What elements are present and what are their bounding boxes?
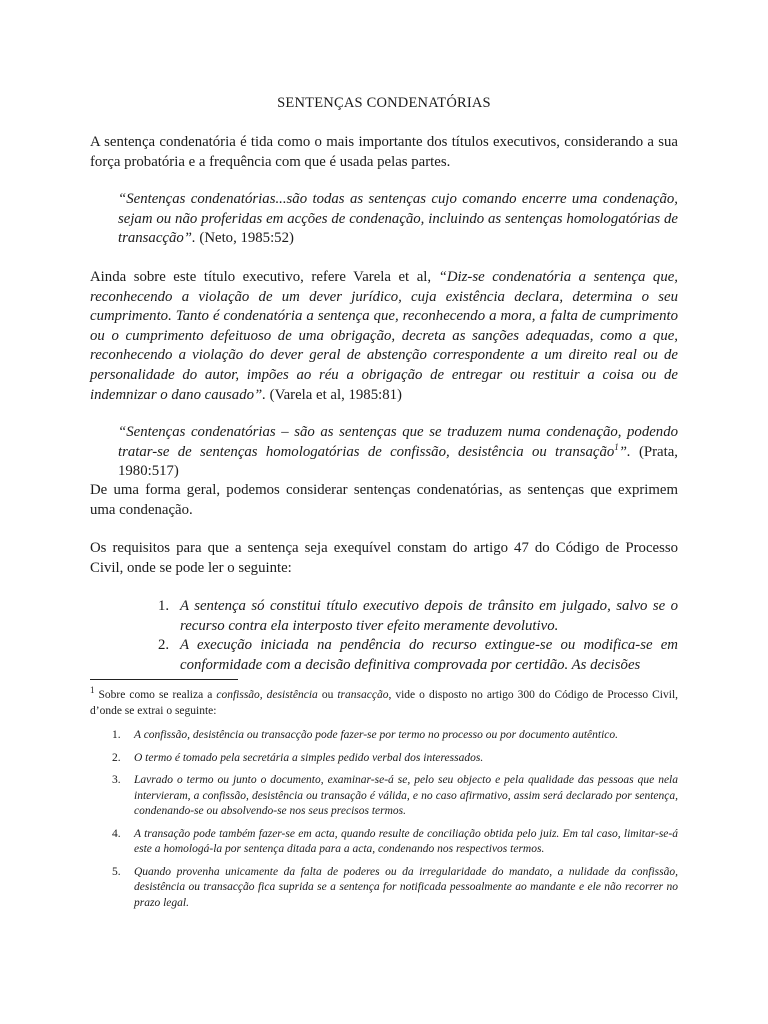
list-item: 3. Lavrado o termo ou junto o documento, examinar-se-á se, pelo seu objecto e pela qualidade das pessoas que nela intervieram, a confissão, desistência ou transação é válida, e no caso afirmativo, assim será declarado por sentença, condenando-se ou absolvendo-se nos seus precisos termos.: [112, 774, 678, 817]
list-item: 1. A confissão, desistência ou transacção pode fazer-se por termo no processo ou por documento autêntico.: [112, 729, 618, 741]
quote-text: “Sentenças condenatórias...são todas as sentenças cujo comando encerre uma condenação, sejam ou não proferidas em acções de condenação, incluindo as sentenças homologatórias de transacção”.: [118, 191, 678, 247]
page-title: SENTENÇAS CONDENATÓRIAS: [277, 95, 491, 111]
blockquote-prata: [118, 423, 678, 482]
requirements-list: [90, 597, 678, 675]
list-item: 5. Quando provenha unicamente da falta de poderes ou da irregularidade do mandato, a nulidade da confissão, desistência ou transacção fica suprida se a sentença for notificada pessoalmente ao mandante e ele não recorrer no prazo legal.: [112, 865, 678, 909]
footnote-list: [90, 728, 678, 911]
list-item: 4. A transação pode também fazer-se em acta, quando resulte de conciliação obtida pelo juiz. Em tal caso, limitar-se-á este a homologá-la por sentença ditada para a acta, condenando nos respectivos termos.: [112, 827, 678, 855]
quote-close: ”.: [618, 443, 631, 460]
footnote: $^1$ Sobre como se realiza a confissão, desistência ou transacção, vide o disposto no artigo 300 do Código de Processo Civil, d’onde se extrai o seguinte:: [90, 685, 679, 717]
footnote-mark: 1: [90, 685, 95, 696]
quote-citation: (Prata, 1980:517): [118, 443, 678, 480]
footnote-separator: [90, 679, 238, 680]
paragraph-varela: [90, 268, 678, 405]
list-item: 2. A execução iniciada na pendência do recurso extingue-se ou modifica-se em conformidade com a decisão definitiva comprovada por certidão. As decisões: [158, 637, 678, 673]
paragraph-requirements: Os requisitos para que a sentença seja exequível constam do artigo 47 do Código de Processo Civil, onde se pode ler o seguinte:: [90, 540, 678, 576]
paragraph-lead: Ainda sobre este título executivo, refere Varela et al,: [90, 269, 439, 285]
footnote-reference[interactable]: 1: [614, 441, 619, 452]
list-item: 2. O termo é tomado pela secretária a simples pedido verbal dos interessados.: [112, 751, 484, 764]
quote-text: “Sentenças condenatórias – são as sentenças que se traduzem numa condenação, podendo tratar-se de sentenças homologatórias de confissão, desistência ou transação: [118, 424, 678, 460]
blockquote-neto: [118, 190, 678, 249]
list-item: 1. A sentença só constitui título executivo depois de trânsito em julgado, salvo se o recurso contra ela interposto tiver efeito meramente devolutivo.: [158, 598, 678, 634]
quote-text: “Diz-se condenatória a sentença que, reconhecendo a violação de um dever jurídico, cuja existência declara, determina o seu cumprimento. Tanto é condenatória a sentença que, reconhecendo a mora, a falta de cumprimento ou o cumprimento defeituoso de uma obrigação, decreta as sanções adequadas, como a que, reconhecendo a violação do dever geral de abstenção correspondente a um direito real ou de personalidade do autor, impões ao réu a obrigação de entregar ou restituir a coisa ou de indemnizar o dano causado”.: [90, 269, 678, 403]
paragraph-general: De uma forma geral, podemos considerar sentenças condenatórias, as sentenças que exprimem uma condenação.: [90, 482, 678, 518]
quote-citation: (Varela et al, 1985:81): [265, 386, 402, 403]
paragraph-intro: A sentença condenatória é tida como o mais importante dos títulos executivos, considerando a sua força probatória e a frequência com que é usada pelas partes.: [90, 134, 678, 170]
quote-citation: (Neto, 1985:52): [195, 230, 294, 247]
